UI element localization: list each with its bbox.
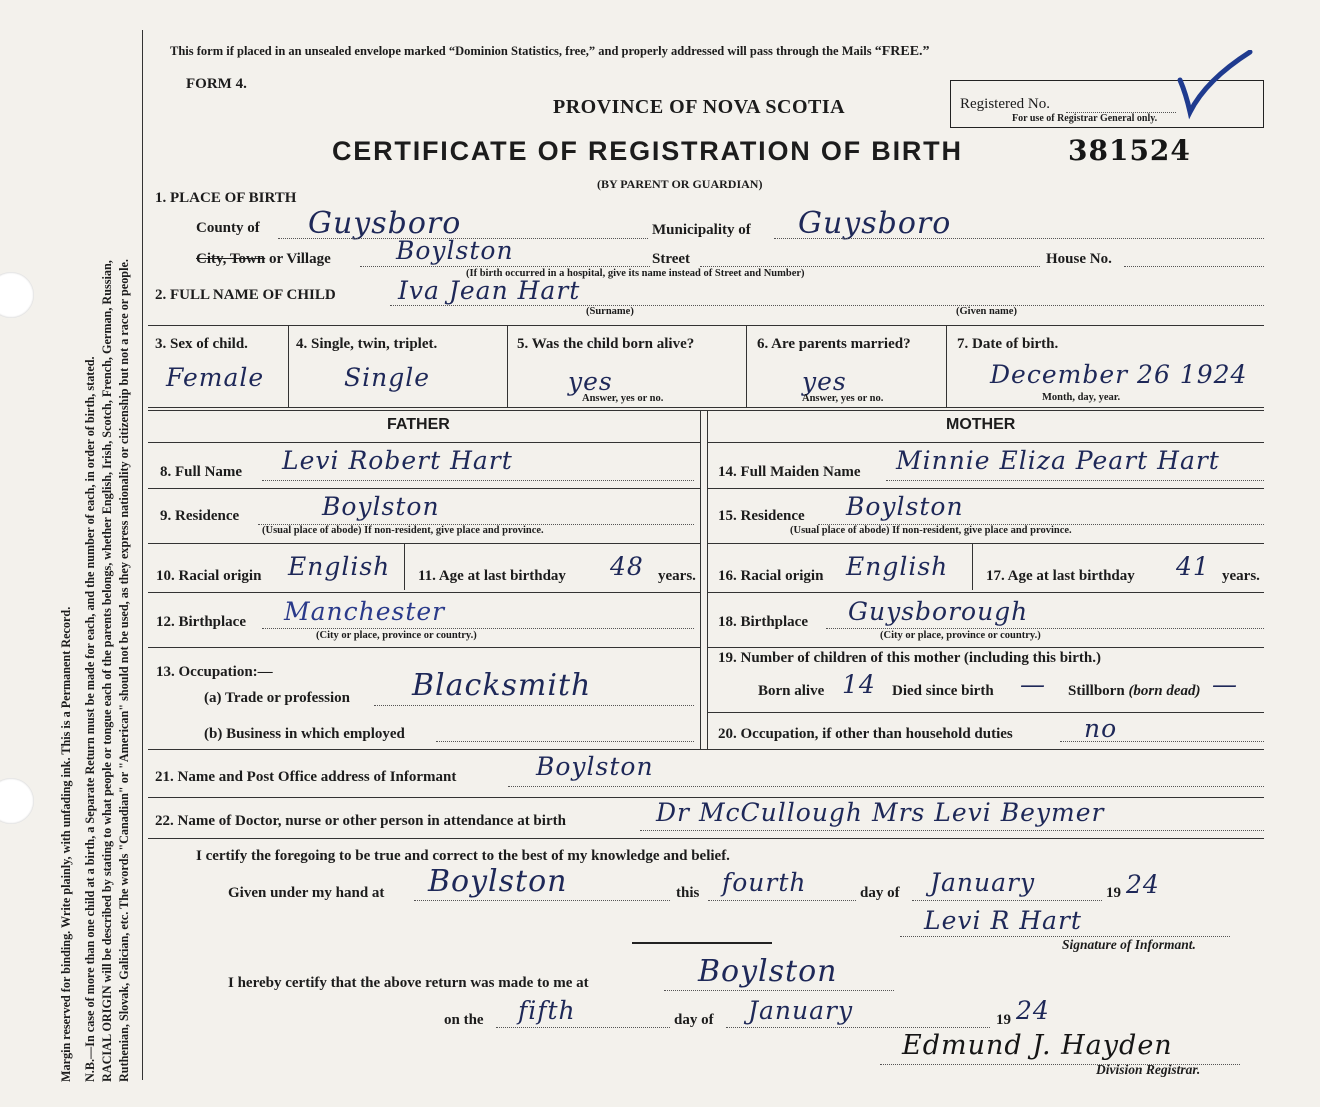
row-rule-3-7-top (148, 325, 1264, 326)
county-label: County of (196, 220, 260, 236)
attendant-line (640, 830, 1264, 831)
mother-row-rule-14 (708, 488, 1264, 489)
this-label: this (676, 885, 700, 901)
father-heading-rule (148, 442, 700, 443)
father-name-label: 8. Full Name (160, 464, 243, 480)
stillborn-value: — (1212, 670, 1238, 699)
mother-name-value: Minnie Eliza Peart Hart (896, 446, 1220, 475)
registered-no-label: Registered No. (960, 96, 1050, 112)
mother-heading-rule (708, 442, 1264, 443)
father-trade-label: (a) Trade or profession (204, 690, 350, 706)
father-racial-divider (404, 544, 405, 590)
binding-hole-bottom (0, 778, 34, 824)
binding-margin-rule (142, 30, 143, 1080)
sex-label: 3. Sex of child. (155, 336, 248, 352)
married-label: 6. Are parents married? (757, 336, 911, 352)
father-residence-note: (Usual place of abode) If non-resident, give place and province. (262, 525, 544, 536)
mother-heading: MOTHER (946, 416, 1016, 433)
mother-racial-label: 16. Racial origin (718, 568, 824, 584)
father-birthplace-note: (City or place, province or country.) (316, 630, 477, 641)
mother-birthplace-note: (City or place, province or country.) (880, 630, 1041, 641)
mother-years-label: years. (1222, 568, 1260, 584)
given-name-note: (Given name) (956, 306, 1017, 317)
father-occupation-label: 13. Occupation:— (156, 664, 273, 680)
registrar-year-value: 24 (1016, 996, 1050, 1025)
married-note: Answer, yes or no. (802, 393, 884, 404)
mother-occupation-label: 20. Occupation, if other than household duties (718, 726, 1013, 742)
father-row-rule-10 (148, 592, 700, 593)
father-row-rule-8 (148, 488, 700, 489)
mother-name-line (886, 480, 1264, 481)
village-line (360, 266, 650, 267)
born-alive-note: Answer, yes or no. (582, 393, 664, 404)
binding-hole-top (0, 272, 34, 318)
given-day-line (708, 900, 856, 901)
village-label: City, Town or Village (196, 251, 331, 267)
father-row-rule-12 (148, 647, 700, 648)
given-year-value: 24 (1126, 870, 1160, 899)
street-label: Street (652, 251, 691, 267)
father-trade-value: Blacksmith (412, 668, 592, 703)
certification-statement: I certify the foregoing to be true and correct to the best of my knowledge and belief. (196, 848, 730, 864)
father-residence-label: 9. Residence (160, 508, 240, 524)
registrar-place-line (664, 990, 894, 991)
mother-row-rule-19 (708, 712, 1264, 713)
child-name-line (390, 305, 1264, 306)
village-value: Boylston (396, 236, 514, 265)
house-no-label: House No. (1046, 251, 1112, 267)
father-racial-value: English (288, 552, 391, 581)
child-name-value: Iva Jean Hart (398, 276, 581, 305)
registrar-month-value: January (748, 996, 854, 1025)
father-birthplace-label: 12. Birthplace (156, 614, 246, 630)
given-day-of-label: day of (860, 885, 900, 901)
certificate-title: CERTIFICATE OF REGISTRATION OF BIRTH (332, 136, 963, 166)
margin-note-multiple-births: N.B.—In case of more than one child at a birth, a Separate Return must be made for each, and the number of each, in order of birth, stated. (83, 356, 97, 1082)
dob-label: 7. Date of birth. (957, 336, 1059, 352)
col-rule-4 (946, 326, 947, 407)
father-name-value: Levi Robert Hart (282, 446, 513, 475)
registrar-note: For use of Registrar General only. (1012, 113, 1158, 124)
given-day-value: fourth (722, 868, 807, 897)
father-years-label: years. (658, 568, 696, 584)
given-at-line (414, 900, 670, 901)
given-at-value: Boylston (428, 864, 568, 899)
county-value: Guysboro (308, 206, 462, 241)
father-racial-label: 10. Racial origin (156, 568, 262, 584)
father-trade-line (374, 705, 694, 706)
registrar-day-of-label: day of (674, 1012, 714, 1028)
street-line (700, 266, 1040, 267)
mother-occupation-line (1060, 741, 1264, 742)
given-month-value: January (930, 868, 1036, 897)
mother-birthplace-value: Guysborough (848, 597, 1029, 626)
informant-value: Boylston (536, 752, 654, 781)
municipality-value: Guysboro (798, 206, 952, 241)
stillborn-label: Stillborn (born dead) (1068, 683, 1201, 699)
registrar-year-prefix: 19 (996, 1012, 1011, 1028)
attendant-label: 22. Name of Doctor, nurse or other person in attendance at birth (155, 813, 566, 829)
given-year-prefix: 19 (1106, 885, 1121, 901)
margin-note-binding: Margin reserved for binding. Write plainly, with unfading ink. This is a Permanent Record. (59, 606, 73, 1082)
father-name-line (262, 480, 694, 481)
row-rule-3-7-bottom (148, 407, 1264, 408)
plurality-label: 4. Single, twin, triplet. (296, 336, 438, 352)
surname-note: (Surname) (586, 306, 634, 317)
certificate-number: 381524 (1068, 134, 1191, 167)
dob-note: Month, day, year. (1042, 392, 1121, 403)
certificate-subtitle: (BY PARENT OR GUARDIAN) (597, 177, 763, 191)
attendant-value: Dr McCullough Mrs Levi Beymer (656, 798, 1105, 827)
registrar-day-line (496, 1027, 670, 1028)
row-rule-parents-top (148, 410, 1264, 411)
dob-value: December 26 1924 (990, 360, 1248, 389)
died-since-birth-value: — (1020, 670, 1046, 699)
mother-age-label: 17. Age at last birthday (986, 568, 1135, 584)
registrar-statement: I hereby certify that the above return was made to me at (228, 975, 589, 991)
informant-signature-label: Signature of Informant. (1062, 937, 1196, 952)
checkmark-icon (1176, 50, 1256, 120)
mother-name-label: 14. Full Maiden Name (718, 464, 861, 480)
mother-age-value: 41 (1176, 552, 1210, 581)
father-row-rule-9 (148, 543, 700, 544)
born-alive-count-label: Born alive (758, 683, 825, 699)
given-at-label: Given under my hand at (228, 885, 385, 901)
mother-birthplace-label: 18. Birthplace (718, 614, 808, 630)
margin-note-racial-origin-2: Ruthenian, Slovak, Galician, etc. The words "Canadian" or "American" should not be used, as they express nationality or citizenship but not a race or people. (117, 259, 131, 1082)
col-rule-1 (288, 326, 289, 407)
municipality-label: Municipality of (652, 222, 751, 238)
mother-racial-divider (972, 544, 973, 590)
died-since-birth-label: Died since birth (892, 683, 994, 699)
sex-value: Female (166, 363, 265, 392)
born-alive-label: 5. Was the child born alive? (517, 336, 695, 352)
mother-row-rule-16 (708, 592, 1264, 593)
margin-note-racial-origin-1: RACIAL ORIGIN will be described by stating to what people or tongue each of the parents belongs, whether English, Irish, Scotch, French, German, Russian, (100, 260, 114, 1082)
father-birthplace-value: Manchester (284, 597, 446, 626)
child-name-label: 2. FULL NAME OF CHILD (155, 287, 336, 303)
col-rule-2 (507, 326, 508, 407)
informant-line (508, 786, 1264, 787)
registrar-month-line (726, 1027, 990, 1028)
hospital-note: (If birth occurred in a hospital, give its name instead of Street and Number) (466, 268, 805, 279)
mother-residence-value: Boylston (846, 492, 964, 521)
father-business-line (436, 741, 694, 742)
mother-birthplace-line (826, 628, 1264, 629)
mother-occupation-value: no (1084, 714, 1118, 743)
col-rule-3 (746, 326, 747, 407)
father-business-label: (b) Business in which employed (204, 726, 405, 742)
mother-residence-note: (Usual place of abode) If non-resident, give place and province. (790, 525, 1072, 536)
father-birthplace-line (262, 628, 694, 629)
mother-row-rule-18 (708, 647, 1264, 648)
mother-row-rule-15 (708, 543, 1264, 544)
father-age-value: 48 (610, 552, 644, 581)
children-count-label: 19. Number of children of this mother (including this birth.) (718, 650, 1101, 666)
parents-divider-left (700, 410, 701, 750)
born-alive-value: yes (568, 367, 613, 396)
row-rule-22 (148, 838, 1264, 839)
place-of-birth-heading: 1. PLACE OF BIRTH (155, 190, 297, 206)
father-residence-value: Boylston (322, 492, 440, 521)
postal-note: This form if placed in an unsealed envelope marked “Dominion Statistics, free,” and properly addressed will pass through the Mails “FREE.” (170, 44, 930, 59)
registrar-signature-label: Division Registrar. (1096, 1062, 1201, 1077)
registrar-day-value: fifth (518, 996, 576, 1025)
mother-racial-value: English (846, 552, 949, 581)
form-number: FORM 4. (186, 76, 247, 92)
married-value: yes (802, 367, 847, 396)
plurality-value: Single (344, 363, 431, 392)
registrar-signature: Edmund J. Hayden (902, 1030, 1173, 1061)
province-heading: PROVINCE OF NOVA SCOTIA (553, 96, 846, 118)
born-alive-count-value: 14 (842, 670, 876, 699)
father-heading: FATHER (387, 416, 450, 433)
informant-label: 21. Name and Post Office address of Informant (155, 769, 457, 785)
parents-bottom-rule (148, 749, 1264, 750)
mother-residence-label: 15. Residence (718, 508, 805, 524)
parents-divider-right (707, 410, 708, 750)
father-age-label: 11. Age at last birthday (418, 568, 566, 584)
certification-separator (632, 942, 772, 944)
house-no-line (1124, 266, 1264, 267)
given-month-line (912, 900, 1102, 901)
municipality-line (774, 238, 1264, 239)
informant-signature: Levi R Hart (924, 906, 1082, 935)
on-the-label: on the (444, 1012, 484, 1028)
registrar-place-value: Boylston (698, 954, 838, 989)
